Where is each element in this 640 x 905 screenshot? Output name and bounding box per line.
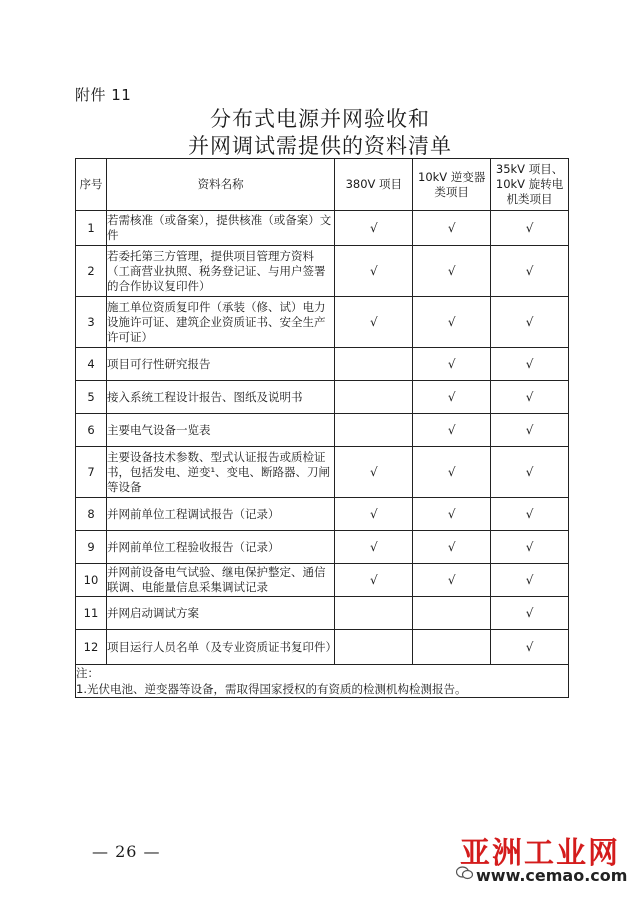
header-35kv: 35kV 项目、10kV 旋转电机类项目 (491, 159, 569, 211)
check-10kv: √ (413, 211, 491, 246)
row-number: 7 (76, 447, 107, 498)
check-380v: √ (335, 297, 413, 348)
note-text: 1.光伏电池、逆变器等设备，需取得国家授权的有资质的检测机构检测报告。 (76, 682, 467, 696)
check-10kv: √ (413, 414, 491, 447)
table-row (76, 447, 569, 498)
check-380v: √ (335, 246, 413, 297)
table-row (76, 498, 569, 531)
material-name: 并网前设备电气试验、继电保护整定、通信联调、电能量信息采集调试记录 (106, 564, 334, 597)
material-name: 并网前单位工程验收报告（记录） (106, 531, 334, 564)
materials-table (75, 158, 569, 698)
table-row (76, 246, 569, 297)
row-number: 5 (76, 381, 107, 414)
material-name: 主要电气设备一览表 (106, 414, 334, 447)
header-10kv: 10kV 逆变器类项目 (413, 159, 491, 211)
check-10kv: √ (413, 246, 491, 297)
check-35kv: √ (491, 630, 569, 665)
row-number: 3 (76, 297, 107, 348)
watermark-url: www.cemao.com (476, 866, 628, 885)
check-35kv: √ (491, 297, 569, 348)
check-10kv: √ (413, 531, 491, 564)
note-label: 注： (76, 666, 99, 680)
check-35kv: √ (491, 348, 569, 381)
check-380v (335, 630, 413, 665)
table-row (76, 381, 569, 414)
check-10kv (413, 597, 491, 630)
check-35kv: √ (491, 246, 569, 297)
table-row (76, 348, 569, 381)
document-title-line2: 并网调试需提供的资料清单 (188, 134, 452, 158)
check-380v (335, 597, 413, 630)
material-name: 若委托第三方管理，提供项目管理方资料（工商营业执照、税务登记证、与用户签署的合作协议复印件） (106, 246, 334, 297)
check-380v (335, 414, 413, 447)
material-name: 接入系统工程设计报告、图纸及说明书 (106, 381, 334, 414)
row-number: 1 (76, 211, 107, 246)
check-380v: √ (335, 498, 413, 531)
table-row (76, 211, 569, 246)
material-name: 项目运行人员名单（及专业资质证书复印件） (106, 630, 334, 665)
check-35kv: √ (491, 447, 569, 498)
check-35kv: √ (491, 414, 569, 447)
check-380v (335, 348, 413, 381)
material-name: 并网前单位工程调试报告（记录） (106, 498, 334, 531)
check-380v: √ (335, 564, 413, 597)
check-380v (335, 381, 413, 414)
check-35kv: √ (491, 498, 569, 531)
note-row (76, 665, 569, 698)
material-name: 施工单位资质复印件（承装（修、试）电力设施许可证、建筑企业资质证书、安全生产许可证） (106, 297, 334, 348)
header-name: 资料名称 (106, 159, 334, 211)
table-row (76, 297, 569, 348)
row-number: 8 (76, 498, 107, 531)
row-number: 12 (76, 630, 107, 665)
page-number: — 26 — (92, 842, 161, 861)
check-10kv: √ (413, 381, 491, 414)
header-380v: 380V 项目 (335, 159, 413, 211)
row-number: 9 (76, 531, 107, 564)
check-35kv: √ (491, 211, 569, 246)
check-10kv: √ (413, 297, 491, 348)
material-name: 主要设备技术参数、型式认证报告或质检证书，包括发电、逆变¹、变电、断路器、刀闸等设备 (106, 447, 334, 498)
row-number: 11 (76, 597, 107, 630)
watermark-logo: 亚洲工业网 (460, 836, 620, 871)
check-380v: √ (335, 447, 413, 498)
row-number: 10 (76, 564, 107, 597)
check-10kv: √ (413, 348, 491, 381)
row-number: 4 (76, 348, 107, 381)
attachment-label: 附件 11 (75, 86, 132, 104)
table-row (76, 630, 569, 665)
table-row (76, 597, 569, 630)
check-10kv: √ (413, 498, 491, 531)
check-35kv: √ (491, 597, 569, 630)
check-10kv: √ (413, 447, 491, 498)
material-name: 项目可行性研究报告 (106, 348, 334, 381)
row-number: 2 (76, 246, 107, 297)
check-10kv (413, 630, 491, 665)
material-name: 并网启动调试方案 (106, 597, 334, 630)
table-row (76, 414, 569, 447)
table-header-row (76, 159, 569, 211)
check-35kv: √ (491, 564, 569, 597)
document-title-line1: 分布式电源并网验收和 (210, 107, 430, 131)
header-no: 序号 (76, 159, 107, 211)
table-row (76, 531, 569, 564)
check-10kv: √ (413, 564, 491, 597)
table-row (76, 564, 569, 597)
row-number: 6 (76, 414, 107, 447)
check-35kv: √ (491, 531, 569, 564)
check-380v: √ (335, 211, 413, 246)
check-380v: √ (335, 531, 413, 564)
check-35kv: √ (491, 381, 569, 414)
material-name: 若需核准（或备案），提供核准（或备案）文件 (106, 211, 334, 246)
